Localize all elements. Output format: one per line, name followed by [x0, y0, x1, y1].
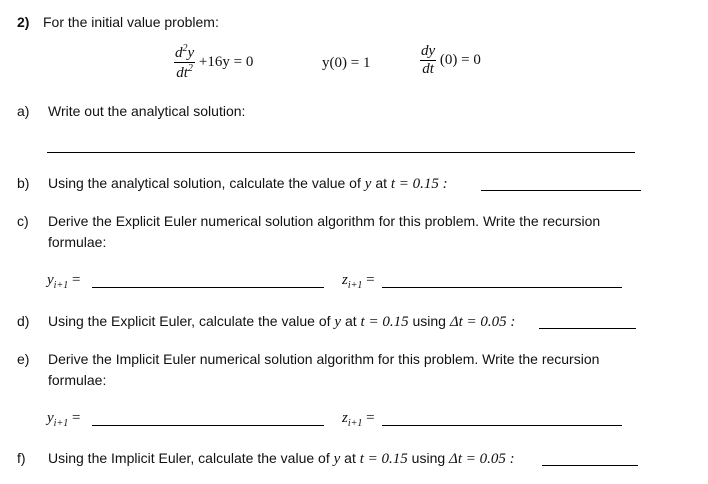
- part-e-y-answer-line[interactable]: [92, 425, 324, 426]
- part-f-answer-line[interactable]: [542, 465, 638, 466]
- part-c-y-answer-line[interactable]: [92, 287, 324, 288]
- question-intro: For the initial value problem:: [43, 14, 219, 30]
- part-c-z-answer-line[interactable]: [382, 287, 622, 288]
- ode-rest: +16y = 0: [198, 53, 254, 70]
- part-d-text: Using the Explicit Euler, calculate the value of y at t = 0.15 using Δt = 0.05 :: [48, 313, 516, 330]
- second-derivative-fraction: $\frac{d^2y}{dt^2}$: [175, 43, 195, 81]
- part-c-z-recursion-label: $z_{i+1}$ =: [342, 272, 375, 291]
- part-e-y-recursion-label: $y_{i+1}$ =: [47, 410, 81, 429]
- initial-condition-y: y(0) = 1: [322, 55, 371, 71]
- initial-condition-dydt: $\frac{dy}{dt}$ (0) = 0: [421, 43, 481, 77]
- part-c-text-line1: Derive the Explicit Euler numerical solution algorithm for this problem. Write the recursion: [48, 213, 601, 229]
- part-c-label: c): [17, 213, 29, 229]
- part-b-text: Using the analytical solution, calculate the value of y at t = 0.15 :: [48, 175, 448, 192]
- part-f-text: Using the Implicit Euler, calculate the value of y at t = 0.15 using Δt = 0.05 :: [48, 450, 515, 467]
- part-e-text-line1: Derive the Implicit Euler numerical solution algorithm for this problem. Write the recursion: [48, 351, 600, 367]
- part-e-z-answer-line[interactable]: [382, 425, 622, 426]
- part-b-label: b): [17, 175, 30, 191]
- question-number: 2): [17, 14, 30, 30]
- part-c-y-recursion-label: $y_{i+1}$ =: [47, 272, 81, 291]
- part-e-text-line2: formulae:: [48, 372, 107, 388]
- part-e-label: e): [17, 351, 30, 367]
- part-f-label: f): [17, 450, 26, 466]
- part-a-text: Write out the analytical solution:: [48, 103, 246, 119]
- part-e-z-recursion-label: $z_{i+1}$ =: [342, 410, 375, 429]
- ode-equation: [174, 44, 253, 81]
- part-a-answer-line[interactable]: [47, 152, 635, 153]
- part-d-answer-line[interactable]: [539, 328, 636, 329]
- part-c-text-line2: formulae:: [48, 234, 107, 250]
- part-a-label: a): [17, 103, 30, 119]
- part-d-label: d): [17, 313, 30, 329]
- part-b-answer-line[interactable]: [481, 190, 641, 191]
